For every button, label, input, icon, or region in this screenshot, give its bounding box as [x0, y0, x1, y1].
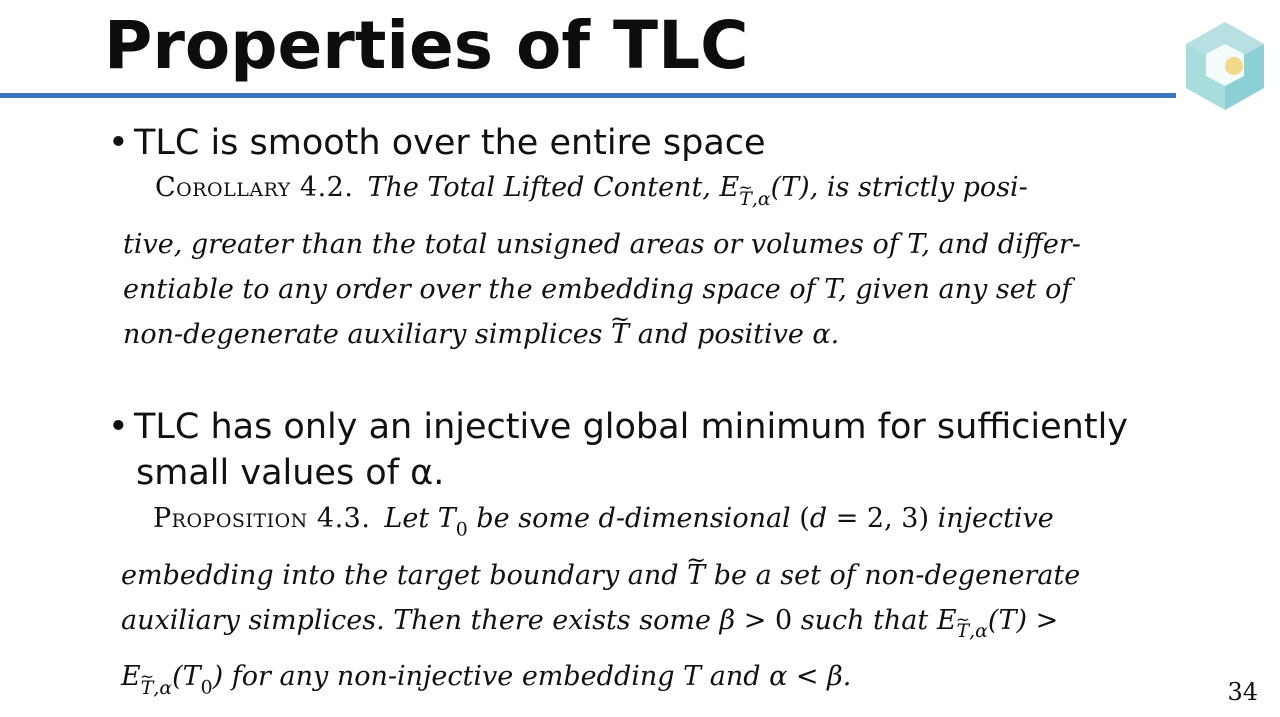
bullet-text-line-2: small values of α.	[136, 453, 445, 493]
page-number: 34	[1227, 678, 1258, 706]
theorem-line-4: non-degenerate auxiliary simplices ~ T and positive α.	[123, 312, 1103, 357]
bullet-injective-minimum	[108, 404, 1208, 496]
bullet-dot: •	[108, 407, 129, 447]
theorem-line-2: embedding into the target boundary and ~ T be a set of non-degenerate	[121, 553, 1111, 598]
theorem-line-1: Corollary 4.2. The Total Lifted Content, E~ $_{T,\alpha}$(T), is strictly posi-	[123, 165, 1103, 222]
theorem-line-2: tive, greater than the total unsigned areas or volumes of T, and differ-	[123, 228, 1081, 260]
theorem-line-3: auxiliary simplices. Then there exists some β > 0 such that E~ $_{T,\alpha}$(T) >	[121, 598, 1111, 655]
bullet-text: TLC is smooth over the entire space	[134, 123, 766, 163]
title-underline	[0, 93, 1176, 98]
theorem-line-3: entiable to any order over the embedding space of T, given any set of	[123, 273, 1072, 305]
slide-title: Properties of TLC	[104, 7, 749, 84]
theorem-line-1: Proposition 4.3. Let $T_0$ be some d-dimensional (d = 2, 3) injective	[153, 503, 1054, 541]
proposition-4-3	[121, 496, 1111, 711]
hexagon-cube-logo-icon	[1182, 18, 1268, 112]
theorem-label: Proposition 4.3.	[153, 503, 371, 534]
theorem-label: Corollary 4.2.	[155, 172, 354, 203]
bullet-smooth	[108, 120, 766, 166]
theorem-line-4: E~ $_{T,\alpha}(T_0)$ for any non-injective embedding T and α < β.	[121, 654, 1111, 711]
corollary-4-2	[123, 165, 1103, 357]
bullet-dot: •	[108, 123, 129, 163]
bullet-text-line-1: TLC has only an injective global minimum for sufficiently	[134, 407, 1129, 447]
